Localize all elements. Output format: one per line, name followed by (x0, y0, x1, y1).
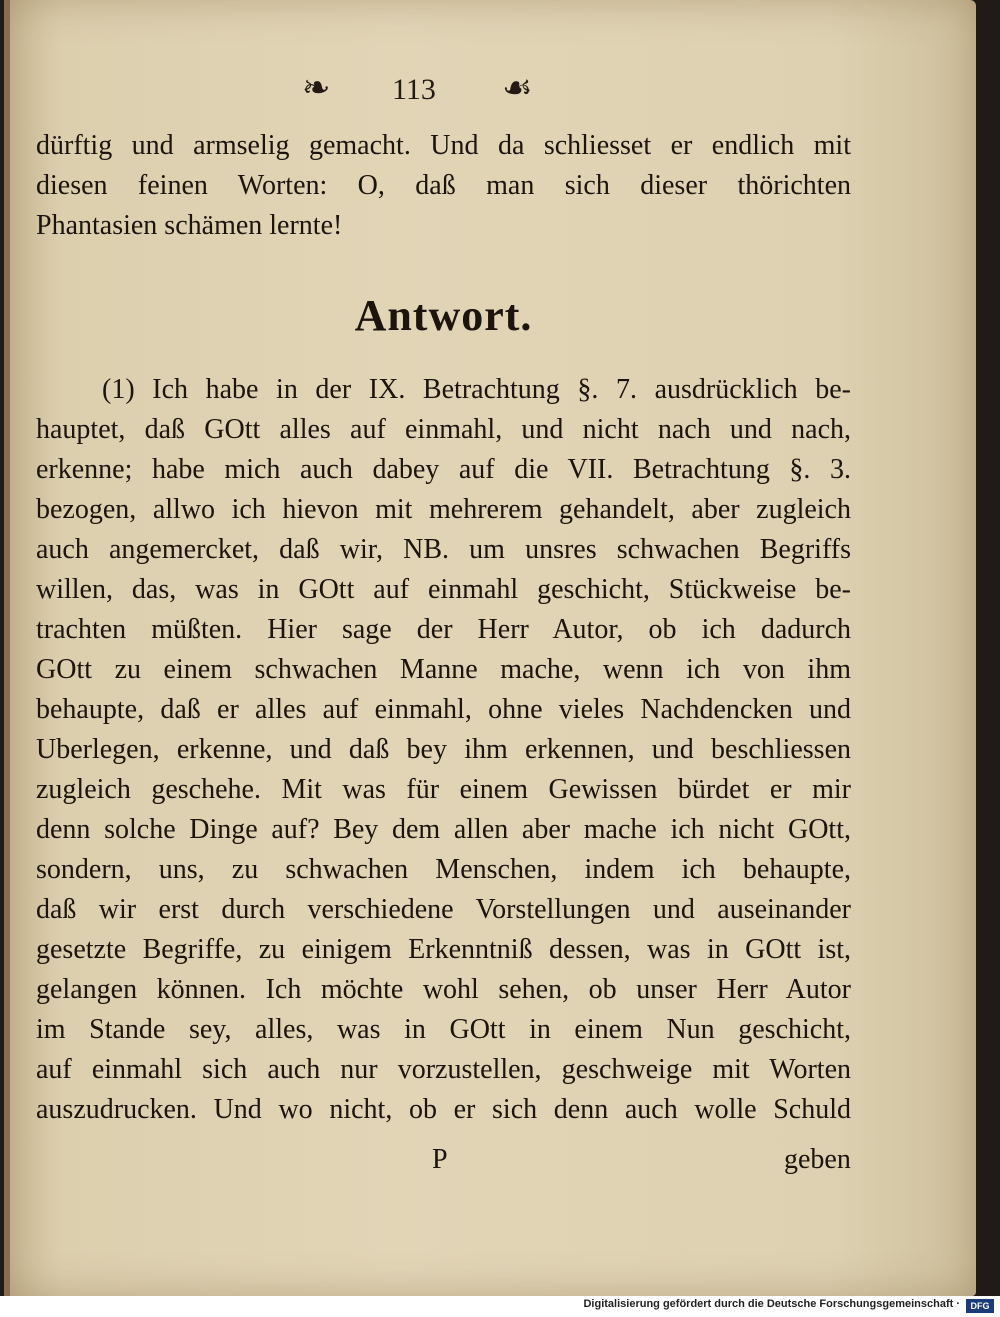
page-foot (4, 1144, 976, 1184)
section-heading: Antwort. (354, 291, 533, 340)
text-line: sondern, uns, zu schwachen Menschen, indem ich behaupte, (36, 854, 851, 885)
text-line: behaupte, daß er alles auf einmahl, ohne vieles Nachdencken und (36, 694, 851, 725)
text-line: dürftig und armselig gemacht. Und da schliesset er endlich mit (36, 130, 851, 161)
text-line: willen, das, was in GOtt auf einmahl geschicht, Stückweise be- (36, 574, 851, 605)
text-line: auch angemercket, daß wir, NB. um unsres schwachen Begriffs (36, 534, 851, 565)
text-line: im Stande sey, alles, was in GOtt in einem Nun geschicht, (36, 1014, 851, 1045)
text-line: gesetzte Begriffe, zu einigem Erkenntniß dessen, was in GOtt ist, (36, 934, 851, 965)
text-line: daß wir erst durch verschiedene Vorstellungen und auseinander (36, 894, 851, 925)
book-page (4, 0, 976, 1296)
text-line: diesen feinen Worten: O, daß man sich dieser thörichten (36, 170, 851, 201)
page-text (36, 126, 851, 1130)
page-binding-edge (4, 0, 10, 1296)
text-line: auszudrucken. Und wo nicht, ob er sich denn auch wolle Schuld (36, 1094, 851, 1125)
text-line: gelangen können. Ich möchte wohl sehen, ob unser Herr Autor (36, 974, 851, 1005)
text-line: denn solche Dinge auf? Bey dem allen aber mache ich nicht GOtt, (36, 814, 851, 845)
signature-mark: P (432, 1144, 448, 1175)
ornament-right-icon: ☙ (502, 68, 533, 108)
text-line: zugleich geschehe. Mit was für einem Gewissen bürdet er mir (36, 774, 851, 805)
text-line: hauptet, daß GOtt alles auf einmahl, und nicht nach und nach, (36, 414, 851, 445)
text-line: auf einmahl sich auch nur vorzustellen, geschweige mit Worten (36, 1054, 851, 1085)
text-line: Uberlegen, erkenne, und daß bey ihm erkennen, und beschliessen (36, 734, 851, 765)
text-line: Phantasien schämen lernte! (36, 210, 343, 241)
text-line: erkenne; habe mich auch dabey auf die VII. Betrachtung §. 3. (36, 454, 851, 485)
page-number: 113 (392, 73, 436, 106)
page-header (4, 68, 976, 108)
text-line: GOtt zu einem schwachen Manne mache, wenn ich von ihm (36, 654, 851, 685)
dfg-logo-icon: DFG (966, 1299, 994, 1313)
digitization-footer (0, 1296, 1000, 1317)
funding-note: Digitalisierung gefördert durch die Deutsche Forschungsgemeinschaft · (583, 1298, 960, 1310)
ornament-left-icon: ❧ (302, 68, 331, 108)
text-line: (1) Ich habe in der IX. Betrachtung §. 7. ausdrücklich be- (102, 374, 851, 405)
text-line: trachten müßten. Hier sage der Herr Autor, ob ich dadurch (36, 614, 851, 645)
catchword: geben (784, 1144, 851, 1175)
text-line: bezogen, allwo ich hievon mit mehrerem gehandelt, aber zugleich (36, 494, 851, 525)
